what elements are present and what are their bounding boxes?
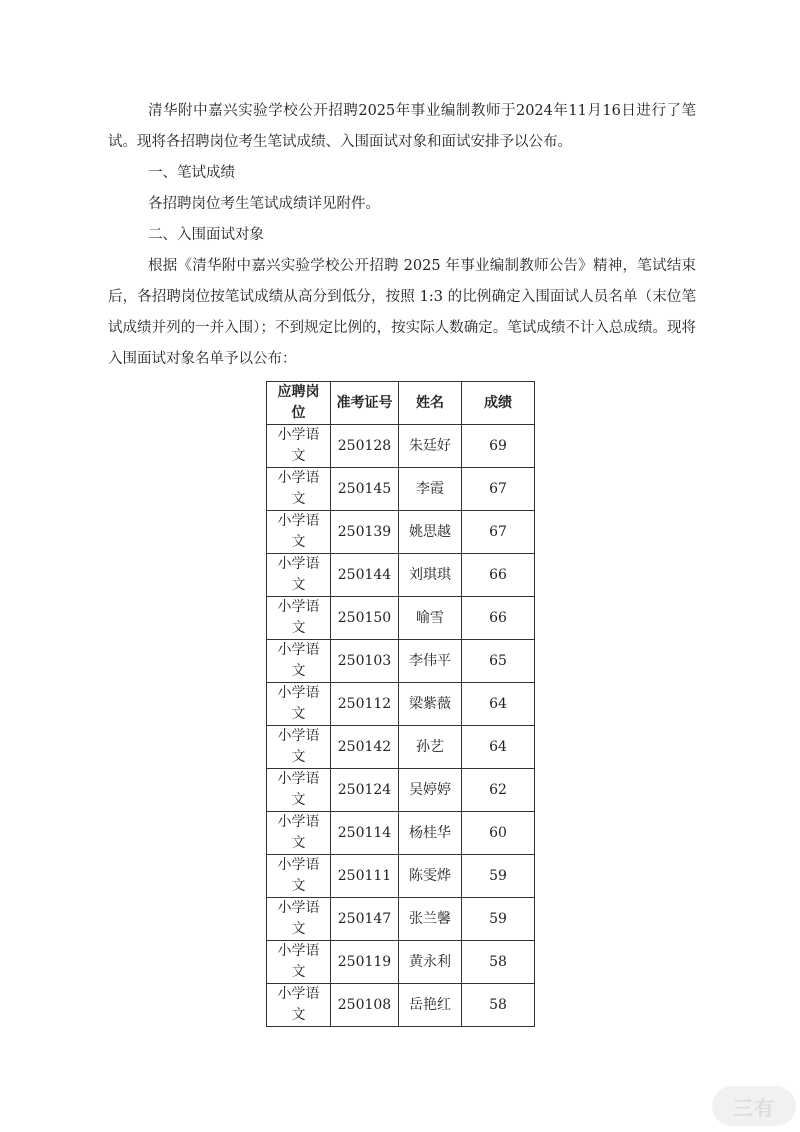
cell-score: 65 [462,640,535,683]
cell-post: 小学语文 [267,597,331,640]
cell-score: 62 [462,769,535,812]
cell-id: 250145 [331,468,399,511]
written-test-paragraph: 各招聘岗位考生笔试成绩详见附件。 [148,196,380,212]
cell-post: 小学语文 [267,554,331,597]
cell-name: 黄永利 [399,941,462,984]
cell-score: 67 [462,511,535,554]
cell-id: 250111 [331,855,399,898]
cell-score: 58 [462,984,535,1027]
cell-id: 250114 [331,812,399,855]
table-row [267,425,535,468]
cell-id: 250119 [331,941,399,984]
table-row [267,468,535,511]
cell-score: 59 [462,898,535,941]
cell-id: 250124 [331,769,399,812]
cell-post: 小学语文 [267,812,331,855]
document-body [108,96,696,375]
table-row [267,597,535,640]
cell-post: 小学语文 [267,855,331,898]
watermark-badge: 三有 [712,1086,796,1126]
table-row [267,683,535,726]
cell-score: 66 [462,597,535,640]
cell-post: 小学语文 [267,984,331,1027]
cell-id: 250144 [331,554,399,597]
table-row [267,640,535,683]
cell-score: 60 [462,812,535,855]
cell-name: 梁紫薇 [399,683,462,726]
section-heading-written-test: 一、笔试成绩 [148,165,235,181]
cell-id: 250147 [331,898,399,941]
table-row [267,941,535,984]
cell-name: 孙艺 [399,726,462,769]
cell-score: 66 [462,554,535,597]
cell-post: 小学语文 [267,511,331,554]
cell-name: 陈雯烨 [399,855,462,898]
cell-id: 250128 [331,425,399,468]
cell-id: 250112 [331,683,399,726]
cell-post: 小学语文 [267,425,331,468]
header-id: 准考证号 [331,382,399,425]
cell-name: 李伟平 [399,640,462,683]
table-row [267,511,535,554]
cell-post: 小学语文 [267,769,331,812]
cell-score: 58 [462,941,535,984]
cell-post: 小学语文 [267,640,331,683]
table-row [267,769,535,812]
cell-id: 250150 [331,597,399,640]
cell-post: 小学语文 [267,941,331,984]
cell-name: 刘琪琪 [399,554,462,597]
section-heading-interview: 二、入围面试对象 [148,227,264,243]
cell-post: 小学语文 [267,683,331,726]
table-row [267,984,535,1027]
cell-name: 喻雪 [399,597,462,640]
cell-post: 小学语文 [267,726,331,769]
cell-name: 姚思越 [399,511,462,554]
cell-name: 岳艳红 [399,984,462,1027]
cell-score: 64 [462,726,535,769]
cell-post: 小学语文 [267,898,331,941]
interview-paragraph: 根据《清华附中嘉兴实验学校公开招聘 2025 年事业编制教师公告》精神，笔试结束后，各招聘岗位按笔试成绩从高分到低分，按照 1:3 的比例确定入围面试人员名单（末位笔试成绩并列的一并入围）；不到规定比例的，按实际人数确定。笔试成绩不计入总成绩。现将入围面试对象名单予以公布： [108,258,696,367]
cell-id: 250142 [331,726,399,769]
header-post: 应聘岗位 [267,382,331,425]
cell-name: 吴婷婷 [399,769,462,812]
cell-id: 250139 [331,511,399,554]
cell-name: 朱廷好 [399,425,462,468]
table-row [267,554,535,597]
table-header-row [267,382,535,425]
cell-id: 250103 [331,640,399,683]
header-name: 姓名 [399,382,462,425]
cell-score: 64 [462,683,535,726]
cell-score: 67 [462,468,535,511]
header-score: 成绩 [462,382,535,425]
cell-name: 李霞 [399,468,462,511]
table-row [267,898,535,941]
cell-post: 小学语文 [267,468,331,511]
table-row [267,855,535,898]
table-row [267,812,535,855]
cell-score: 69 [462,425,535,468]
cell-name: 张兰馨 [399,898,462,941]
interview-candidates-table [266,381,535,1027]
cell-name: 杨桂华 [399,812,462,855]
table-row [267,726,535,769]
cell-id: 250108 [331,984,399,1027]
cell-score: 59 [462,855,535,898]
intro-paragraph: 清华附中嘉兴实验学校公开招聘2025年事业编制教师于2024年11月16日进行了笔试。现将各招聘岗位考生笔试成绩、入围面试对象和面试安排予以公布。 [108,103,696,150]
